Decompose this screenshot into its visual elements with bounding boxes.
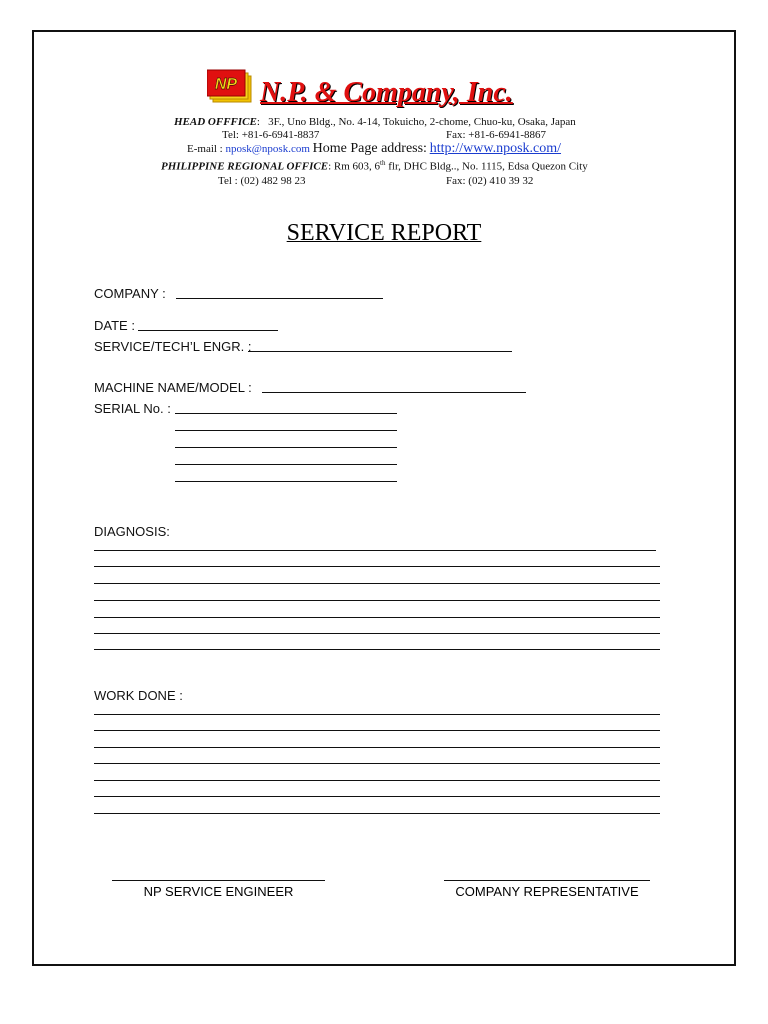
date-label: DATE :: [94, 318, 135, 333]
serial-line-4[interactable]: [175, 464, 397, 465]
head-office-tel: Tel: +81-6-6941-8837: [222, 129, 320, 141]
diagnosis-line[interactable]: [94, 633, 660, 634]
np-logo-icon: [207, 68, 253, 104]
work-done-line[interactable]: [94, 780, 660, 781]
home-page-label: Home Page address:: [312, 141, 427, 156]
diagnosis-label: DIAGNOSIS:: [94, 524, 170, 539]
ph-office-address-sup: th: [380, 159, 386, 167]
company-line[interactable]: [176, 298, 383, 299]
head-office-label: HEAD OFFFICE: [174, 116, 257, 128]
ph-office-address-pre: Rm 603, 6: [333, 160, 381, 173]
serial-line-2[interactable]: [175, 430, 397, 431]
work-done-line[interactable]: [94, 813, 660, 814]
engineer-signature-line[interactable]: [112, 880, 325, 881]
serial-line-3[interactable]: [175, 447, 397, 448]
head-office-address: 3F., Uno Bldg., No. 4-14, Tokuicho, 2-chome, Chuo-ku, Osaka, Japan: [268, 116, 576, 128]
ph-office-address-post: flr, DHC Bldg.., No. 1115, Edsa Quezon City: [385, 160, 588, 173]
work-done-line[interactable]: [94, 796, 660, 797]
machine-label: MACHINE NAME/MODEL :: [94, 380, 252, 395]
date-line[interactable]: [138, 330, 278, 331]
home-page-link[interactable]: http://www.nposk.com/: [429, 141, 562, 156]
ph-office-tel: Tel : (02) 482 98 23: [218, 175, 306, 187]
email-link[interactable]: nposk@nposk.com: [225, 143, 310, 155]
machine-line[interactable]: [262, 392, 526, 393]
representative-signature-label: COMPANY REPRESENTATIVE: [455, 884, 639, 899]
engineer-line[interactable]: [248, 351, 512, 352]
serial-label: SERIAL No. :: [94, 401, 171, 416]
head-office-line: HEAD OFFFICE: 3F., Uno Bldg., No. 4-14, Tokuicho, 2-chome, Chuo-ku, Osaka, Japan: [174, 116, 576, 128]
work-done-line[interactable]: [94, 747, 660, 748]
company-label: COMPANY :: [94, 286, 166, 301]
representative-signature-line[interactable]: [444, 880, 650, 881]
company-name: N.P. & Company, Inc.: [260, 77, 513, 108]
service-report-form: [32, 30, 736, 966]
ph-office-fax: Fax: (02) 410 39 32: [446, 175, 534, 187]
ph-office-label: PHILIPPINE REGIONAL OFFICE: [161, 160, 329, 173]
logo-text: NP: [214, 76, 238, 93]
work-done-line[interactable]: [94, 714, 660, 715]
diagnosis-line[interactable]: [94, 649, 660, 650]
diagnosis-line[interactable]: [94, 583, 660, 584]
work-done-label: WORK DONE :: [94, 688, 183, 703]
work-done-line[interactable]: [94, 763, 660, 764]
email-label: E-mail :: [187, 143, 223, 155]
work-done-line[interactable]: [94, 730, 660, 731]
head-office-fax: Fax: +81-6-6941-8867: [446, 129, 546, 141]
diagnosis-line[interactable]: [94, 600, 660, 601]
diagnosis-line[interactable]: [94, 550, 656, 551]
diagnosis-line[interactable]: [94, 566, 660, 567]
engineer-label: SERVICE/TECH’L ENGR. :: [94, 339, 252, 354]
serial-line-1[interactable]: [175, 413, 397, 414]
contact-line: [187, 141, 561, 157]
diagnosis-line[interactable]: [94, 617, 660, 618]
ph-office-line: PHILIPPINE REGIONAL OFFICE: Rm 603, 6th flr, DHC Bldg.., No. 1115, Edsa Quezon City: [161, 159, 588, 173]
page-title: SERVICE REPORT: [286, 220, 482, 246]
engineer-signature-label: NP SERVICE ENGINEER: [143, 884, 294, 899]
serial-line-5[interactable]: [175, 481, 397, 482]
